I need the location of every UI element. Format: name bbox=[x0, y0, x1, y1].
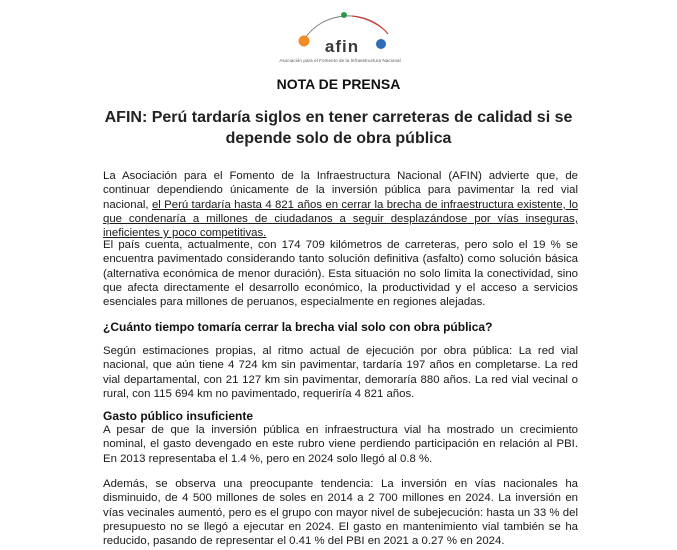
logo-orange-dot bbox=[299, 36, 310, 47]
paragraph-2: El país cuenta, actualmente, con 174 709 kilómetros de carreteras, pero solo el 19 % se encuentra pavimentado considerando tanto solución definitiva (asfalto) como solución básica (alternativa económica de menor duración). Esta situación no solo limita la conectividad, sino que afecta directamente el desarrollo económico, la productividad y el acceso a servicios esenciales para millones de peruanos, especialmente en regiones alejadas. bbox=[103, 239, 578, 309]
paragraph-4: A pesar de que la inversión pública en infraestructura vial ha mostrado un crecimiento nominal, el gasto devengado en este rubro viene perdiendo participación en relación al PBI. En 2013 representaba el 1.4 %, pero en 2024 solo llegó al 0.8 %. bbox=[103, 424, 578, 465]
subheading-gasto: Gasto público insuficiente bbox=[103, 409, 254, 423]
logo-tagline: Asociación para el Fomento de la Infraestructura Nacional bbox=[279, 58, 401, 63]
subheading-brecha: ¿Cuánto tiempo tomaría cerrar la brecha vial solo con obra pública? bbox=[103, 320, 493, 334]
logo-blue-dot bbox=[376, 39, 386, 49]
press-note-label: NOTA DE PRENSA bbox=[276, 76, 401, 92]
logo-green-dot bbox=[341, 12, 347, 18]
logo-arc-red bbox=[352, 16, 388, 34]
logo-wordmark: afin bbox=[324, 37, 360, 56]
paragraph-1-underlined: el Perú tardaría hasta 4 821 años en cerrar la brecha de infraestructura existente, lo que condenaría a millones de ciudadanos a seguir desplazándose por vías inseguras, ineficientes y poco competitivas. bbox=[103, 198, 578, 240]
paragraph-3: Según estimaciones propias, al ritmo actual de ejecución por obra pública: La red vial nacional, que aún tiene 4 724 km sin pavimentar, tardaría 197 años en completarse. La red vial departamental, con 21 127 km sin pavimentar, demoraría 880 años. La red vial vecinal o rural, con 115 694 km no pavimentado, requeriría 4 821 años. bbox=[103, 345, 578, 400]
headline: AFIN: Perú tardaría siglos en tener carreteras de calidad si se depende solo de obra pública bbox=[104, 109, 573, 147]
paragraph-5: Además, se observa una preocupante tendencia: La inversión en vías nacionales ha disminuido, de 4 500 millones de soles en 2014 a 2 700 millones en 2024. La inversión en vías vecinales aumentó, pero es el grupo con mayor nivel de subejecución: hasta un 33 % del presupuesto no se llegó a ejecutar en 2024. El gasto en mantenimiento vial también se ha reducido, pasando de representar el 0.41 % del PBI en 2021 a 0.27 % en 2024. bbox=[103, 478, 578, 548]
paragraph-1 bbox=[103, 169, 578, 240]
paragraph-1-intro: La Asociación para el Fomento de la Infraestructura Nacional (AFIN) advierte que, de continuar dependiendo únicamente de la inversión pública para pavimentar la red vial nacional, bbox=[103, 170, 578, 211]
